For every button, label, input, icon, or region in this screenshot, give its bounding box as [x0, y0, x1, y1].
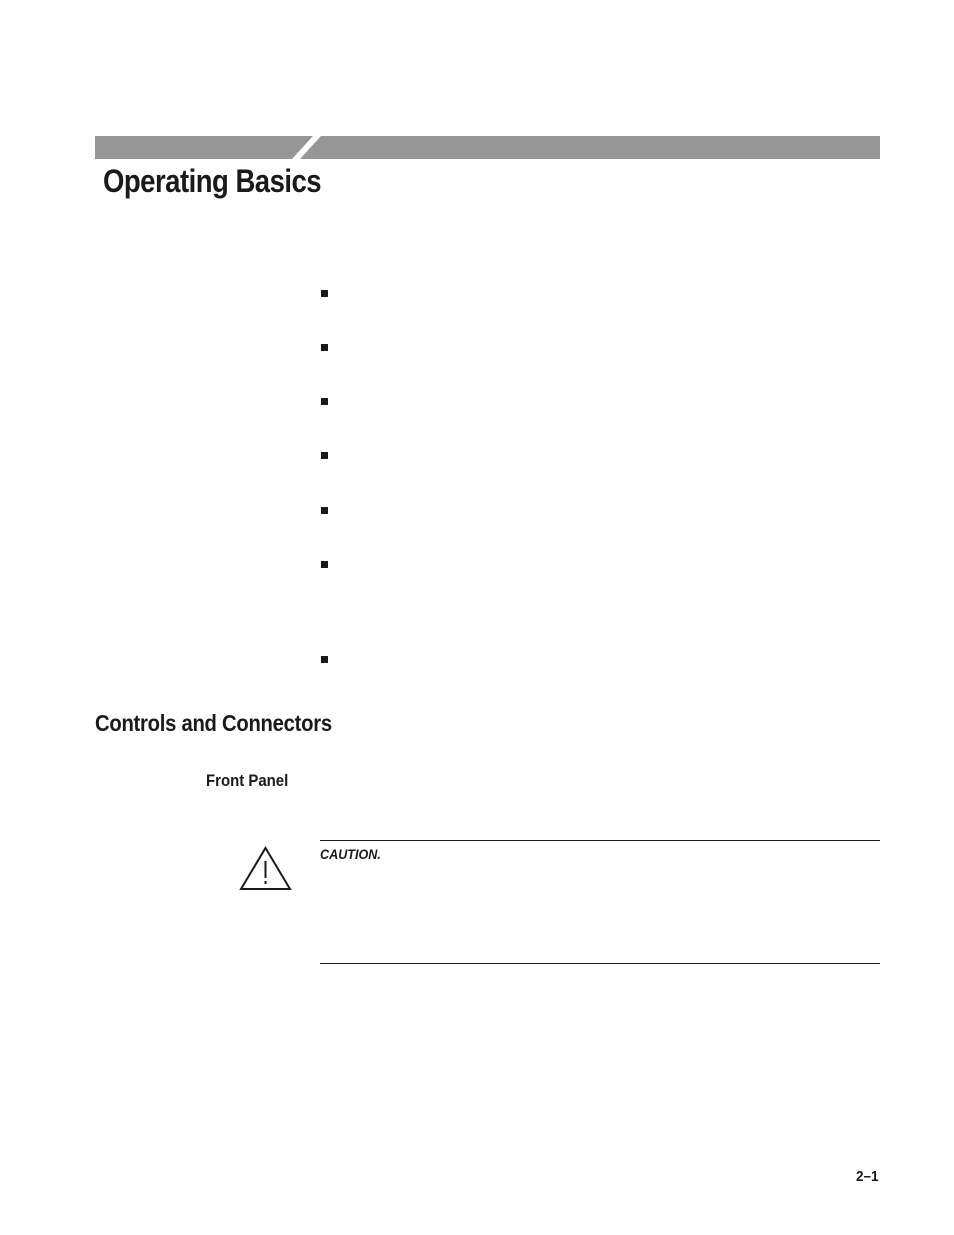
list-item [320, 503, 880, 519]
list-item [320, 340, 880, 356]
chapter-header-band [95, 136, 880, 159]
chapter-title: Operating Basics [103, 163, 322, 199]
bullet-square-icon [321, 507, 328, 514]
caution-notice [320, 840, 880, 964]
bullet-square-icon [321, 656, 328, 663]
bullet-square-icon [321, 290, 328, 297]
bullet-square-icon [321, 561, 328, 568]
section-heading: Controls and Connectors [95, 710, 332, 736]
caution-label: CAUTION. [320, 846, 381, 862]
warning-triangle-icon [239, 846, 292, 891]
list-item [320, 394, 880, 410]
bullet-square-icon [321, 452, 328, 459]
list-item [320, 652, 880, 668]
bullet-square-icon [321, 344, 328, 351]
subsection-heading: Front Panel [206, 771, 289, 790]
bullet-square-icon [321, 398, 328, 405]
list-item [320, 448, 880, 464]
list-item [320, 286, 880, 302]
list-item [320, 557, 880, 573]
page-number: 2–1 [856, 1168, 879, 1185]
